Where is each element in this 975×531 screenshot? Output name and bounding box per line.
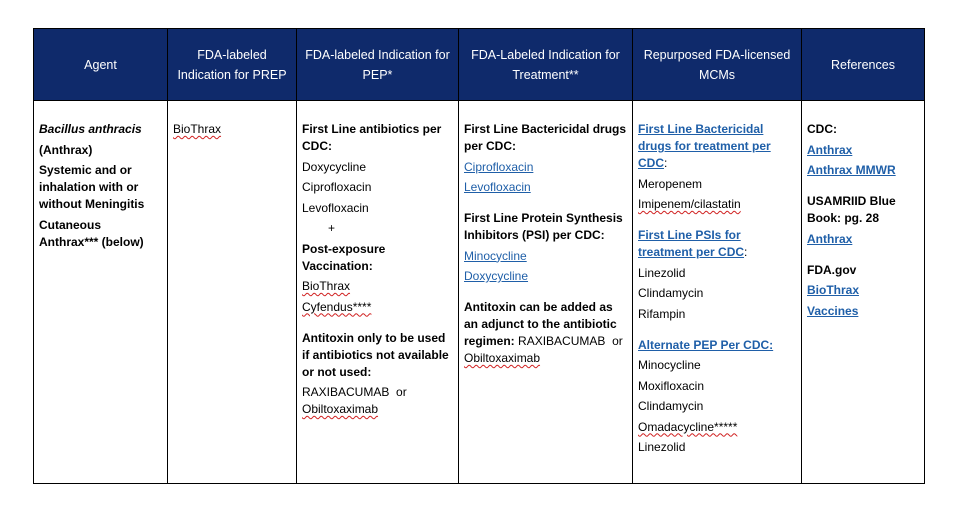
repurposed-drug: Imipenem/cilastatin bbox=[638, 197, 741, 211]
ref-link-vaccines[interactable]: Vaccines bbox=[807, 303, 859, 318]
cell-prep bbox=[168, 101, 297, 484]
treatment-or: or bbox=[612, 334, 623, 348]
header-repurposed: Repurposed FDA-licensed MCMs bbox=[633, 29, 802, 101]
cell-references bbox=[802, 101, 925, 484]
repurposed-colon: : bbox=[744, 245, 748, 259]
ref-link-anthrax-mmwr[interactable]: Anthrax MMWR bbox=[807, 163, 896, 177]
pep-plus: + bbox=[328, 221, 336, 235]
ref-link-biothrax[interactable]: BioThrax bbox=[807, 283, 860, 297]
ref-usamriid-label: USAMRIID Blue Book: pg. 28 bbox=[807, 194, 896, 225]
mcm-table bbox=[33, 28, 925, 484]
repurposed-drug: Meropenem bbox=[638, 176, 703, 191]
treatment-antitoxin-a: RAXIBACUMAB bbox=[518, 334, 606, 348]
repurposed-colon: : bbox=[664, 156, 668, 170]
pep-vacc-heading: Post-exposure Vaccination: bbox=[302, 241, 386, 273]
repurposed-psi-link[interactable]: First Line PSIs for treatment per CDC bbox=[638, 228, 745, 259]
pep-antitoxin-b: Obiltoxaximab bbox=[302, 402, 379, 416]
treatment-antitoxin-note: Antitoxin can be added as an adjunct to the antibiotic regimen: bbox=[464, 300, 617, 348]
ref-cdc-label: CDC: bbox=[807, 122, 837, 136]
repurposed-drug: Clindamycin bbox=[638, 286, 704, 300]
agent-common: (Anthrax) bbox=[39, 142, 93, 157]
cell-treatment bbox=[459, 101, 633, 484]
header-agent: Agent bbox=[34, 29, 168, 101]
repurposed-drug: Linezolid bbox=[638, 440, 686, 454]
header-row bbox=[34, 29, 925, 101]
table-row bbox=[34, 101, 925, 484]
repurposed-drug: Omadacycline***** bbox=[638, 419, 738, 434]
header-treatment: FDA-Labeled Indication for Treatment** bbox=[459, 29, 633, 101]
repurposed-drug: Linezolid bbox=[638, 265, 686, 280]
pep-drug: Doxycycline bbox=[302, 159, 367, 174]
repurposed-drug: Clindamycin bbox=[638, 399, 704, 413]
cell-agent bbox=[34, 101, 168, 484]
cell-pep bbox=[297, 101, 459, 484]
document-table-wrapper bbox=[33, 28, 925, 484]
repurposed-drug: Rifampin bbox=[638, 306, 686, 321]
ref-link-usamriid-anthrax[interactable]: Anthrax bbox=[807, 231, 853, 246]
treatment-antitoxin-b: Obiltoxaximab bbox=[464, 351, 541, 365]
pep-drug: Levofloxacin bbox=[302, 200, 369, 215]
repurposed-bactericidal-link[interactable]: First Line Bactericidal drugs for treatment per CDC bbox=[638, 122, 771, 170]
agent-name: Bacillus anthracis bbox=[39, 122, 142, 136]
pep-heading: First Line antibiotics per CDC: bbox=[302, 122, 442, 153]
treatment-link-doxycycline[interactable]: Doxycycline bbox=[464, 269, 529, 283]
pep-or: or bbox=[396, 385, 407, 399]
repurposed-drug: Moxifloxacin bbox=[638, 378, 705, 393]
pep-vaccine: BioThrax bbox=[302, 279, 351, 293]
treatment-link-minocycline[interactable]: Minocycline bbox=[464, 248, 527, 263]
treatment-bactericidal-heading: First Line Bactericidal drugs per CDC: bbox=[464, 122, 627, 153]
repurposed-alt-link[interactable]: Alternate PEP Per CDC: bbox=[638, 337, 774, 352]
pep-vaccine: Cyfendus**** bbox=[302, 299, 372, 314]
cell-repurposed bbox=[633, 101, 802, 484]
treatment-link-levofloxacin[interactable]: Levofloxacin bbox=[464, 180, 531, 194]
ref-fda-label: FDA.gov bbox=[807, 262, 857, 277]
ref-link-anthrax[interactable]: Anthrax bbox=[807, 142, 853, 157]
pep-antitoxin-a: RAXIBACUMAB bbox=[302, 385, 390, 399]
agent-line2: Cutaneous Anthrax*** (below) bbox=[39, 217, 144, 249]
repurposed-drug: Minocycline bbox=[638, 358, 701, 372]
pep-drug: Ciprofloxacin bbox=[302, 180, 372, 194]
treatment-link-ciprofloxacin[interactable]: Ciprofloxacin bbox=[464, 159, 534, 174]
agent-line1: Systemic and or inhalation with or without Meningitis bbox=[39, 163, 145, 211]
header-prep: FDA-labeled Indication for PREP bbox=[168, 29, 297, 101]
treatment-psi-heading: First Line Protein Synthesis Inhibitors (PSI) per CDC: bbox=[464, 211, 623, 242]
header-pep: FDA-labeled Indication for PEP* bbox=[297, 29, 459, 101]
pep-antitoxin-note: Antitoxin only to be used if antibiotics not available or not used: bbox=[302, 330, 449, 379]
header-references: References bbox=[802, 29, 925, 101]
prep-item: BioThrax bbox=[173, 122, 222, 136]
